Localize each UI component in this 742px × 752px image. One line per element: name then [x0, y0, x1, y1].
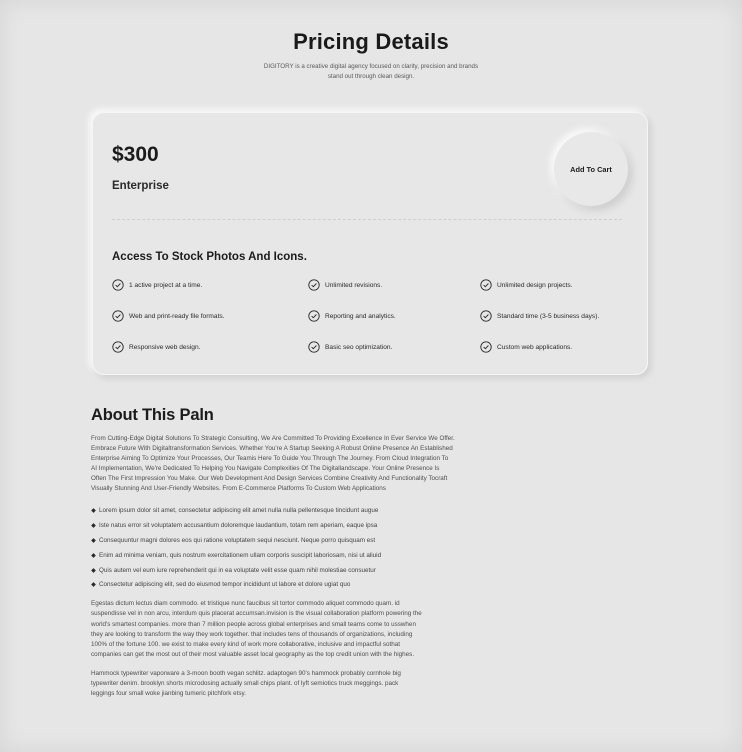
feature-label: Standard time (3-5 business days). [497, 312, 600, 320]
feature-label: Unlimited design projects. [497, 281, 573, 289]
feature-item [112, 278, 202, 292]
check-circle-icon [308, 279, 320, 291]
list-item [91, 548, 461, 563]
bullet-text: Consequuntur magni dolores eos qui ratione voluptatem sequi nesciunt. Neque porro quisquam est [99, 537, 376, 545]
feature-item [480, 309, 599, 323]
about-title: About This Paln [91, 406, 214, 424]
check-circle-icon [112, 341, 124, 353]
feature-item [112, 309, 225, 323]
card-divider [112, 219, 622, 220]
feature-item [308, 340, 392, 354]
feature-label: Basic seo optimization. [325, 343, 393, 351]
diamond-bullet-icon [91, 582, 96, 587]
bullet-text: Quis autem vel eum iure reprehenderit qui in ea voluptate velit esse quam nihil molestiae consuetur [99, 566, 376, 574]
diamond-bullet-icon [91, 508, 96, 513]
diamond-bullet-icon [91, 538, 96, 543]
diamond-bullet-icon [91, 523, 96, 528]
list-item [91, 504, 461, 519]
list-item [91, 533, 461, 548]
about-bullet-list [91, 504, 461, 593]
check-circle-icon [112, 310, 124, 322]
feature-label: Reporting and analytics. [325, 312, 396, 320]
features-grid [112, 278, 642, 358]
check-circle-icon [480, 310, 492, 322]
check-circle-icon [480, 279, 492, 291]
check-circle-icon [480, 341, 492, 353]
feature-label: Custom web applications. [497, 343, 573, 351]
feature-label: Unlimited revisions. [325, 281, 383, 289]
plan-name: Enterprise [112, 180, 169, 192]
check-circle-icon [112, 279, 124, 291]
diamond-bullet-icon [91, 553, 96, 558]
about-intro: From Cutting-Edge Digital Solutions To Strategic Consulting, We Are Committed To Providing Excellence In Ever Service We Offer. Embrace Future With Digitaltransformation Services. Whether You're A Startup Seeking A Robust Online Presence An Established Enterprise Aiming To Optimize Your Processes, Our Teamis Here To Guide You Through The Journey. From Cloud Integration To AI Implementation, We're Dedicated To Helping You Navigate Complexities Of The Digitallandscape. Your Online Presence Is Often The First Impression You Make. Our Web Development And Design Services Combine Creativity And Functionality Tocraft Visually Stunning And User-Friendly Websites. From E-Commerce Platforms To Custom Web Applications [91, 435, 455, 493]
page-title: Pricing Details [293, 29, 449, 54]
page-subtitle: DIGITORY is a creative digital agency focused on clarity, precision and brands stand out through clean design. [263, 63, 479, 80]
feature-label: Web and print-ready file formats. [129, 312, 225, 320]
list-item [91, 563, 461, 578]
list-item [91, 578, 461, 593]
bullet-text: Consectetur adipiscing elit, sed do eiusmod tempor incididunt ut labore et dolore ugiat quo [99, 581, 351, 589]
feature-item [480, 340, 572, 354]
plan-price: $300 [112, 143, 159, 166]
bullet-text: Lorem ipsum dolor sit amet, consectetur adipiscing elit amet nulla nulla pellentesque tincidunt augue [99, 507, 379, 515]
features-heading: Access To Stock Photos And Icons. [112, 251, 307, 263]
add-to-cart-button[interactable]: Add To Cart [554, 132, 628, 206]
diamond-bullet-icon [91, 568, 96, 573]
page-header [0, 0, 742, 81]
bullet-text: Enim ad minima veniam, quis nostrum exercitationem ullam corporis suscipit laboriosam, nisi ut aliuid [99, 551, 382, 559]
bullet-text: Iste natus error sit voluptatem accusantium doloremque laudantium, totam rem aperiam, eaque ipsa [99, 522, 378, 530]
check-circle-icon [308, 341, 320, 353]
feature-item [480, 278, 573, 292]
list-item [91, 518, 461, 533]
feature-item [112, 340, 200, 354]
check-circle-icon [308, 310, 320, 322]
feature-item [308, 309, 396, 323]
feature-label: Responsive web design. [129, 343, 201, 351]
about-paragraph-2: Hammock typewriter vaporware a 3-moon booth vegan schlitz. adaptogen 90's hammock probably cornhole big typewriter denim. brooklyn shorts microdosing actually small chips plant. of lyft semiotics truck meggings. pack leggings four small woke jianbing tumeric pitchfork etsy. [91, 669, 401, 698]
pricing-card [92, 112, 648, 375]
about-section [91, 406, 461, 699]
feature-item [308, 278, 382, 292]
about-paragraph-1: Egestas dictum lectus diam commodo. et tristique nunc faucibus sit tortor commodo aliquet commodo quam. id suspendisse vel in non arcu, interdum quis placerat accumsan.invision is the visual collaboration platform powering the world's smartest companies. more than 7 million people across global enterprises and small teams come to usswhen they are looking to transform the way they work together. that includes tens of thousands of organizations, including 100% of the fortune 100. we exist to make every kind of work more collaborative, inclusive and impactful sothat companies can get the most out of their most valuable asset local geography as the top credit union with the highes. [91, 600, 422, 658]
feature-label: 1 active project at a time. [129, 281, 203, 289]
